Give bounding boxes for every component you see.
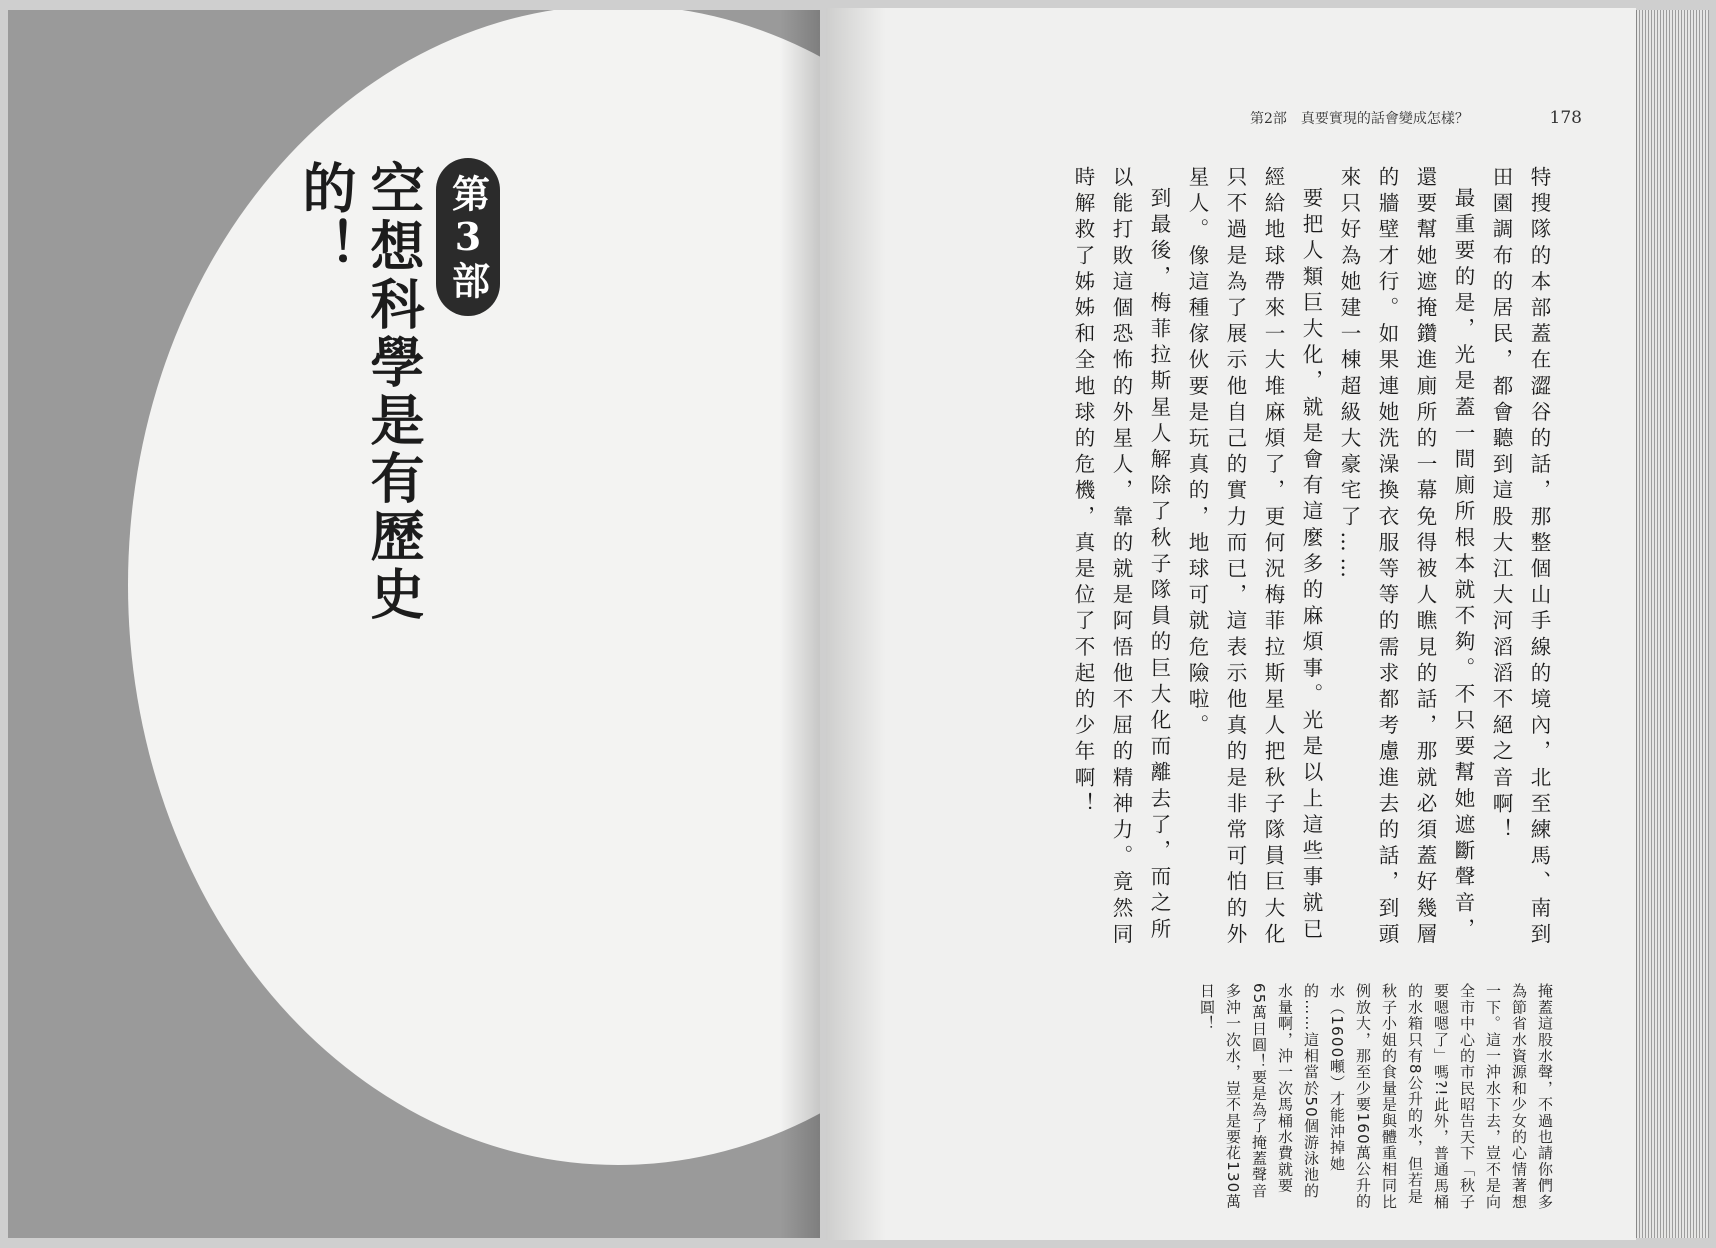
footnote — [1076, 983, 1558, 1213]
part-badge: 第3部 — [436, 158, 500, 316]
gutter-shadow — [826, 8, 886, 1240]
paragraph: 要把人類巨大化，就是會有這麼多的麻煩事。光是以上這些事就已經給地球帶來一大堆麻煩了，更何況梅菲拉斯星人把秋子隊員巨大化只不過是為了展示他自己的實力而已，這表示他真的是非常可怕的外星人。像這種傢伙要是玩真的，地球可就危險啦。 — [1185, 166, 1323, 949]
paragraph: 特搜隊的本部蓋在澀谷的話，那整個山手線的境內，北至練馬、南到田園調布的居民，都會聽到這股大江大河滔滔不絕之音啊！ — [1489, 166, 1551, 949]
paragraph: 最重要的是，光是蓋一間廁所根本就不夠。不只要幫她遮斷聲音，還要幫她遮掩鑽進廁所的一幕免得被人瞧見的話，那就必須蓋好幾層的牆壁才行。如果連她洗澡換衣服等等的需求都考慮進去的話，到頭來只好為她建一棟超級大豪宅了…… — [1337, 166, 1475, 949]
part-title: 空想科學是有歷史的！ — [294, 160, 426, 624]
paragraph: 到最後，梅菲拉斯星人解除了秋子隊員的巨大化而離去了，而之所以能打敗這個恐怖的外星人，靠的就是阿悟他不屈的精神力。竟然同時解救了姊姊和全地球的危機，真是位了不起的少年啊！ — [1071, 166, 1171, 949]
running-head-part: 第2部 — [1250, 111, 1287, 127]
running-head-chapter: 真要實現的話會變成怎樣？ — [1300, 111, 1469, 127]
footnote-text: 掩蓋這股水聲，不過也請你們多為節省水資源和少女的心情著想一下。這一沖水下去，豈不是向全市中心的市民昭告天下「秋子要嗯嗯了」嗎?!此外，普通馬桶的水箱只有8公升的水，但若是秋子小姐的食量是與體重相同比例放大，那至少要160萬公升的水（1600噸）才能沖掉她的……這相當於50個游泳池的水量啊，沖一次馬桶水費就要65萬日圓！要是為了掩蓋聲音多沖一次水，豈不是要花130萬日圓！ — [1198, 983, 1554, 1210]
right-page — [826, 8, 1636, 1240]
left-page — [8, 10, 820, 1238]
page-edges — [1636, 10, 1709, 1238]
running-head — [1250, 106, 1582, 130]
page-number: 178 — [1549, 108, 1582, 128]
body-text — [1071, 166, 1558, 966]
gutter-shadow — [780, 10, 820, 1238]
